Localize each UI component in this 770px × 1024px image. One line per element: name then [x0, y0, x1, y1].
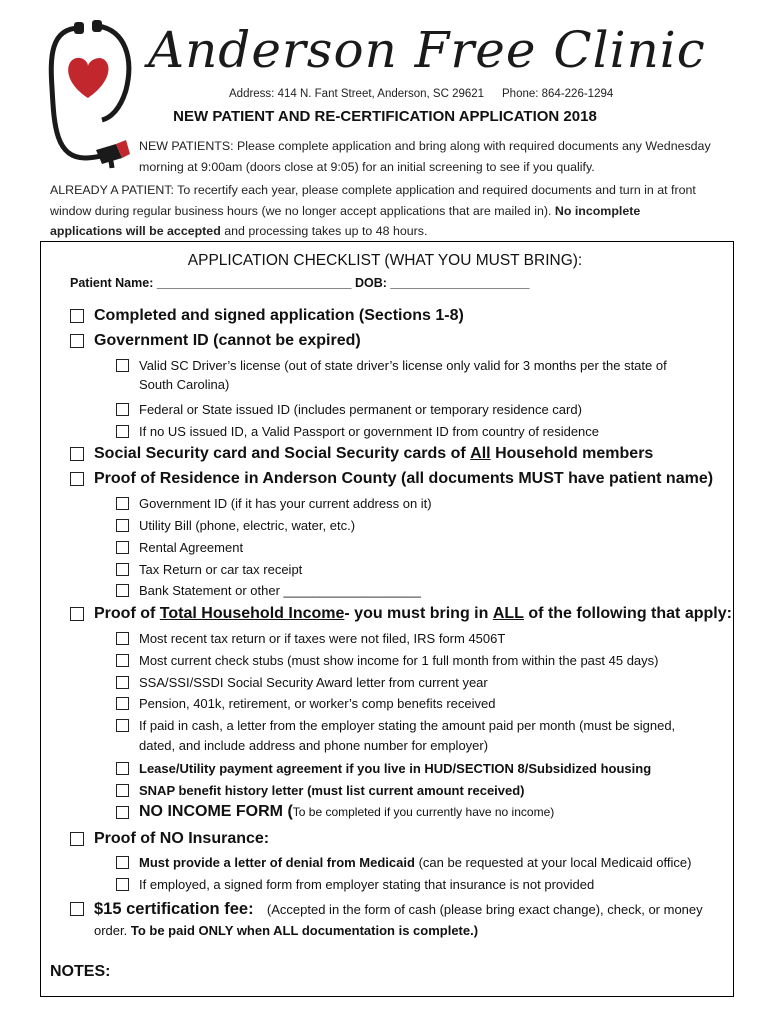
checklist-subitem-tax-return: Tax Return or car tax receipt	[116, 559, 302, 579]
checklist-item-completed-application: Completed and signed application (Sections 1-8)	[70, 305, 464, 327]
stethoscope-tube-icon	[51, 28, 112, 168]
tax-return-checkbox[interactable]	[116, 563, 129, 576]
government-id-checkbox[interactable]	[70, 334, 84, 348]
rental-agreement-checkbox[interactable]	[116, 541, 129, 554]
no-insurance-checkbox[interactable]	[70, 832, 84, 846]
fee-continued: order. To be paid ONLY when ALL documentation is complete.)	[94, 923, 479, 938]
federal-state-id-checkbox[interactable]	[116, 403, 129, 416]
checklist-subitem-income-tax: Most recent tax return or if taxes were not filed, IRS form 4506T	[116, 628, 505, 648]
no-income-form-checkbox[interactable]	[116, 806, 129, 819]
clinic-name-logo: Anderson Free Clinic	[148, 21, 706, 79]
already-patient-line2: window during regular business hours (we no longer accept applications that are mailed in). No incomplete	[50, 204, 641, 218]
certification-fee-checkbox[interactable]	[70, 902, 84, 916]
checklist-subitem-check-stubs: Most current check stubs (must show income for 1 full month from within the past 45 days)	[116, 650, 659, 670]
patient-name-dob-line: Patient Name: ____________________________ DOB: ____________________	[70, 276, 530, 290]
checklist-subitem-rental: Rental Agreement	[116, 537, 243, 557]
dob-field[interactable]: ____________________	[390, 276, 530, 290]
checklist-item-household-income: Proof of Total Household Income - you must bring in ALL of the following that apply:	[70, 603, 732, 625]
medicaid-denial-checkbox[interactable]	[116, 856, 129, 869]
checklist-subitem-passport: If no US issued ID, a Valid Passport or government ID from country of residence	[116, 421, 599, 441]
form-title: NEW PATIENT AND RE-CERTIFICATION APPLICATION 2018	[173, 108, 597, 125]
already-patient-line3: applications will be accepted and processing takes up to 48 hours.	[50, 224, 428, 238]
checklist-subitem-no-income-form: NO INCOME FORM ( To be completed if you currently have no income)	[116, 802, 554, 822]
utility-bill-checkbox[interactable]	[116, 519, 129, 532]
already-patient-line1: ALREADY A PATIENT: To recertify each year, please complete application and required documents and turn in at front	[50, 183, 696, 197]
snap-checkbox[interactable]	[116, 784, 129, 797]
checklist-subitem-ssa: SSA/SSI/SSDI Social Security Award letter from current year	[116, 672, 488, 692]
social-security-checkbox[interactable]	[70, 447, 84, 461]
checklist-subitem-federal-state-id: Federal or State issued ID (includes permanent or temporary residence card)	[116, 399, 582, 419]
checklist-item-no-insurance: Proof of NO Insurance:	[70, 828, 269, 850]
checklist-subitem-cash-letter: If paid in cash, a letter from the employer stating the amount paid per month (must be signed,	[116, 715, 675, 735]
checklist-item-residence: Proof of Residence in Anderson County (all documents MUST have patient name)	[70, 468, 713, 490]
checklist-subitem-employer-form: If employed, a signed form from employer stating that insurance is not provided	[116, 874, 594, 894]
checklist-subitem-drivers-license: Valid SC Driver’s license (out of state driver’s license only valid for 3 months per the state of	[116, 355, 667, 375]
checklist-subitem-lease: Lease/Utility payment agreement if you live in HUD/SECTION 8/Subsidized housing	[116, 758, 651, 778]
new-patients-line2: morning at 9:00am (doors close at 9:05) for an initial screening to see if you qualify.	[139, 160, 595, 174]
checklist-subitem-utility-bill: Utility Bill (phone, electric, water, etc.)	[116, 515, 355, 535]
ssa-checkbox[interactable]	[116, 676, 129, 689]
clinic-phone: Phone: 864-226-1294	[502, 88, 614, 100]
checklist-subitem-snap: SNAP benefit history letter (must list current amount received)	[116, 780, 525, 800]
cash-letter-checkbox[interactable]	[116, 719, 129, 732]
checklist-item-government-id: Government ID (cannot be expired)	[70, 330, 361, 352]
income-tax-checkbox[interactable]	[116, 632, 129, 645]
checklist-item-social-security: Social Security card and Social Security cards of All Household members	[70, 443, 653, 465]
notes-label: NOTES:	[50, 963, 111, 980]
checklist-heading: APPLICATION CHECKLIST (WHAT YOU MUST BRING):	[187, 252, 583, 269]
patient-name-field[interactable]: ____________________________	[156, 276, 352, 290]
drivers-license-continued: South Carolina)	[139, 377, 230, 392]
pension-checkbox[interactable]	[116, 697, 129, 710]
checklist-subitem-medicaid-denial: Must provide a letter of denial from Medicaid (can be requested at your local Medicaid office)	[116, 852, 691, 872]
clinic-address: Address: 414 N. Fant Street, Anderson, SC 29621	[229, 88, 485, 100]
checklist-subitem-pension: Pension, 401k, retirement, or worker’s comp benefits received	[116, 693, 495, 713]
residence-checkbox[interactable]	[70, 472, 84, 486]
residence-gov-id-checkbox[interactable]	[116, 497, 129, 510]
completed-application-checkbox[interactable]	[70, 309, 84, 323]
drivers-license-checkbox[interactable]	[116, 359, 129, 372]
checklist-subitem-residence-gov-id: Government ID (if it has your current address on it)	[116, 493, 432, 513]
heart-icon	[68, 58, 108, 98]
checklist-item-certification-fee: $15 certification fee: (Accepted in the form of cash (please bring exact change), check, or money	[70, 898, 703, 920]
checklist-subitem-bank-statement: Bank Statement or other ___________________	[116, 580, 421, 600]
new-patients-line1: NEW PATIENTS: Please complete application and bring along with required documents any Wednesday	[139, 139, 711, 153]
check-stubs-checkbox[interactable]	[116, 654, 129, 667]
employer-form-checkbox[interactable]	[116, 878, 129, 891]
bank-statement-checkbox[interactable]	[116, 584, 129, 597]
lease-checkbox[interactable]	[116, 762, 129, 775]
cash-letter-continued: dated, and include address and phone number for employer)	[139, 738, 489, 753]
household-income-checkbox[interactable]	[70, 607, 84, 621]
passport-checkbox[interactable]	[116, 425, 129, 438]
